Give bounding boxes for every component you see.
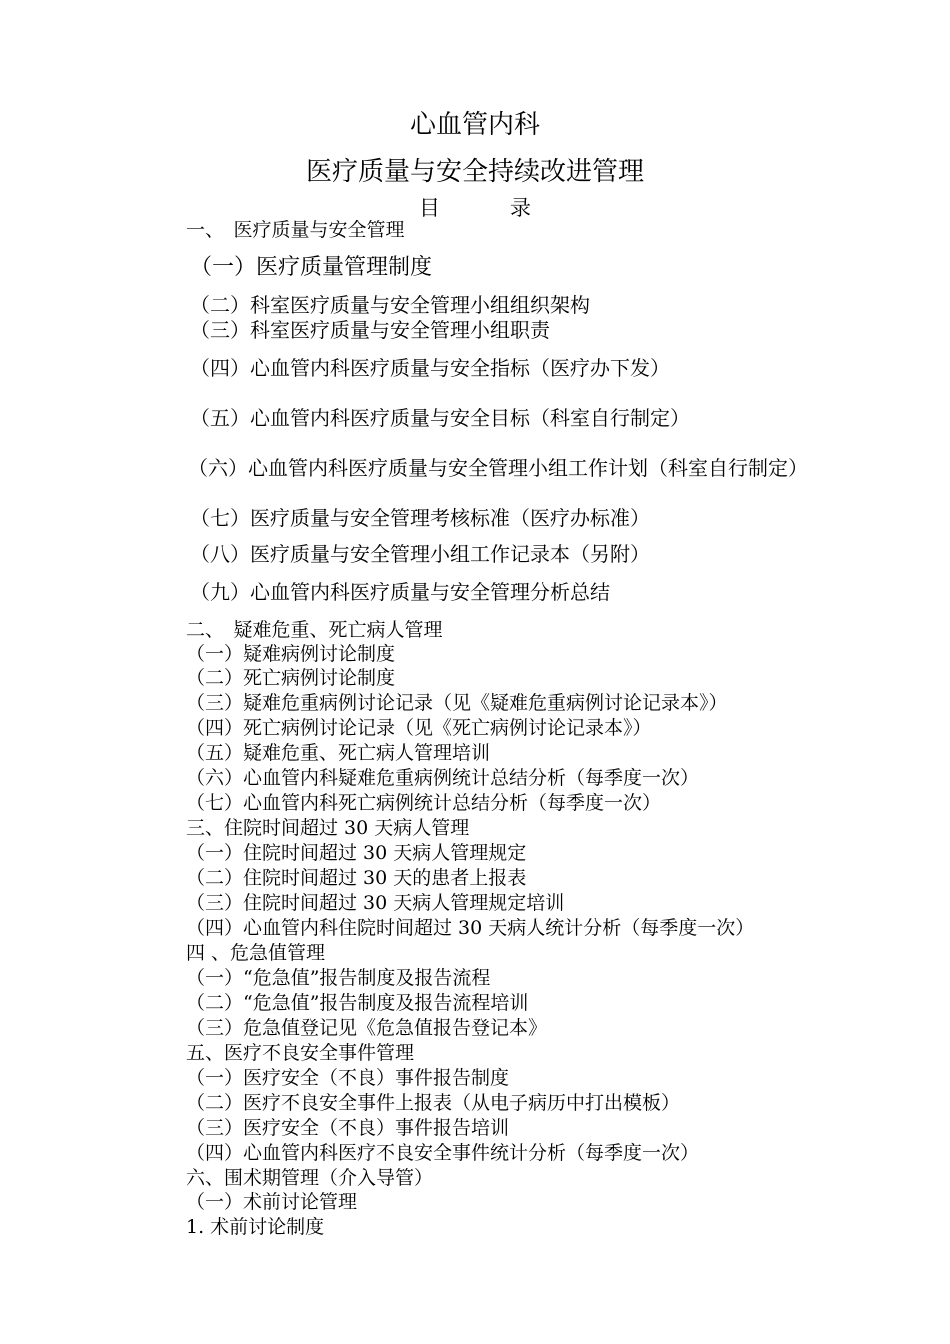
toc-item: （二）“危急值”报告制度及报告流程培训 — [186, 992, 529, 1014]
toc-item-text: 医疗质量与安全目标（科室自行制定） — [350, 406, 690, 430]
section-heading-1: 一、 医疗质量与安全管理 — [186, 219, 405, 241]
toc-item: （一）医疗质量管理制度 — [190, 255, 433, 280]
toc-item: （二）医疗不良安全事件上报表（从电子病历中打出模板） — [186, 1092, 681, 1114]
toc-item — [190, 506, 650, 530]
section-heading-3: 三、住院时间超过 30 天病人管理 — [186, 817, 470, 839]
toc-item: （四）心血管内科医疗不良安全事件统计分析（每季度一次） — [186, 1142, 700, 1164]
toc-item-text: （六）心血管内科 — [188, 456, 348, 480]
toc-item: （三）科室医疗质量与安全管理小组职责 — [190, 318, 550, 342]
toc-item-text: 心血管内科 — [250, 580, 350, 604]
toc-item: （三）危急值登记见《危急值报告登记本》 — [186, 1017, 548, 1039]
toc-item — [190, 356, 670, 380]
toc-item — [190, 580, 610, 604]
toc-item: （五）疑难危重、死亡病人管理培训 — [186, 742, 491, 764]
toc-item-text: 全管理考核标准（医疗办标准） — [370, 506, 650, 530]
toc-item: （三）医疗安全（不良）事件报告培训 — [186, 1117, 510, 1139]
toc-item — [190, 406, 690, 430]
section-heading-2: 二、 疑难危重、死亡病人管理 — [186, 619, 443, 641]
toc-item: （一）住院时间超过 30 天病人管理规定 — [186, 842, 527, 864]
title-department: 心血管内科 — [409, 110, 540, 140]
section-heading-5: 五、医疗不良安全事件管理 — [186, 1042, 415, 1064]
toc-item-text: 医疗办 — [550, 356, 610, 380]
toc-item: （八）医疗质量与安全管理小组工作记录本（另附） — [190, 542, 650, 566]
toc-item: （二）科室医疗质量与安全管理小组组织架构 — [190, 293, 590, 317]
toc-item: （一）“危急值”报告制度及报告流程 — [186, 967, 491, 989]
toc-item-text: 医疗质量与安全管理分析总结 — [350, 580, 610, 604]
toc-item: （一）术前讨论管理 — [186, 1191, 358, 1213]
toc-item: 1. 术前讨论制度 — [186, 1216, 325, 1238]
toc-item: （四）心血管内科住院时间超过 30 天病人统计分析（每季度一次） — [186, 917, 755, 939]
toc-item-text: （五）心血管内科 — [190, 406, 350, 430]
toc-item: （二）死亡病例讨论制度 — [186, 667, 396, 689]
toc-item-text: （九） — [190, 580, 250, 604]
toc-item: （三）疑难危重病例讨论记录（见《疑难危重病例讨论记录本》） — [186, 692, 728, 714]
toc-item: （一）疑难病例讨论制度 — [186, 643, 396, 665]
toc-heading: 目录 — [419, 196, 601, 220]
toc-item: （六）心血管内科疑难危重病例统计总结分析（每季度一次） — [186, 767, 700, 789]
section-heading-4: 四 、危急值管理 — [186, 942, 326, 964]
toc-item: （七）心血管内科死亡病例统计总结分析（每季度一次） — [186, 792, 662, 814]
toc-item: （三）住院时间超过 30 天病人管理规定培训 — [186, 892, 565, 914]
section-heading-6: 六、围术期管理（介入导管） — [186, 1167, 434, 1189]
toc-item-text: （七）医疗质量与安 — [190, 506, 370, 530]
toc-item — [188, 456, 808, 480]
toc-item: （二）住院时间超过 30 天的患者上报表 — [186, 867, 527, 889]
toc-item-text: 医疗质量与安全管理小组工作计划（科室自行制定） — [348, 456, 808, 480]
toc-item-text: 下发） — [610, 356, 670, 380]
title-main: 医疗质量与安全持续改进管理 — [305, 157, 644, 187]
toc-item: （一）医疗安全（不良）事件报告制度 — [186, 1067, 510, 1089]
toc-item: （四）死亡病例讨论记录（见《死亡病例讨论记录本》） — [186, 717, 652, 739]
toc-item-text: （四）心血管内科医疗质量与安全指标（ — [190, 356, 550, 380]
